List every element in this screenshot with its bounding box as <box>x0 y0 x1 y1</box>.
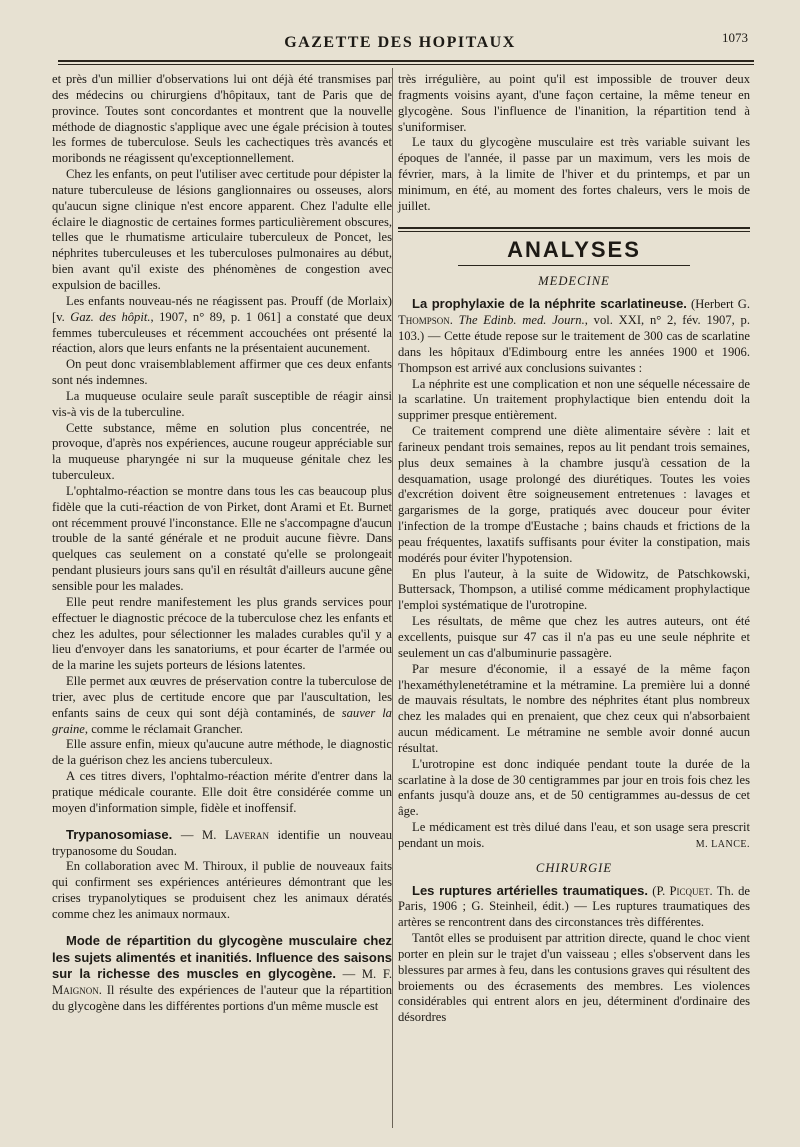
analyses-title: ANALYSES <box>507 236 641 262</box>
paragraph: Elle permet aux œuvres de préservation contre la tuberculose de trier, avec plus de certitude encore que par l'auscultation, les enfants sains de ceux qui sont déjà contaminés, de sauver la graine, comme le réclamait Grancher. <box>52 674 392 736</box>
journal-ref: Gaz. des hôpit. <box>70 309 151 324</box>
author-name: Laveran <box>224 827 269 842</box>
paragraph: On peut donc vraisemblablement affirmer que ces deux enfants sont nés indemnes. <box>52 357 392 388</box>
section-rule-thin <box>458 265 690 266</box>
paragraph: L'ophtalmo-réaction se montre dans tous les cas beaucoup plus fidèle que la cuti-réaction de von Pirket, dont Arami et Et. Burnet ont récemment prouvé l'inconstance. Elle ne s'accompagne d'aucun trouble de la santé générale et ne produit aucune fièvre. Dans quelques cas seulement on a constaté qu'elle se prolongeait pendant plusieurs jours sans qu'il en résultât d'ailleurs aucune gêne sensible pour les malades. <box>52 483 392 593</box>
article-scarlatine: La prophylaxie de la néphrite scarlatineuse. (Herbert G. Thompson. The Edinb. med. Journ., vol. XXI, n° 2, fév. 1907, p. 103.) — Cette étude repose sur le traitement de 300 cas de scarlatine dans les hôpitaux d'Edimbourg entre les années 1900 et 1906. Thompson est arrivé aux conclusions suivantes : <box>398 296 751 375</box>
section-title-chirurgie: CHIRURGIE <box>535 860 613 875</box>
paragraph: très irrégulière, au point qu'il est impossible de trouver deux fragments voisins ayant, d'une façon certaine, la même teneur en glycogène. Sous l'influence de l'inanition, la répartition tend à s'uniformiser. <box>398 72 750 134</box>
paragraph: Ce traitement comprend une diète alimentaire sévère : lait et farineux pendant trois semaines, repos au lit pendant trois semaines, plus deux semaines à la chambre jusqu'à cessation de la desquamation, usage prolongé des diurétiques. Toutes les voies d'excrétion doivent être soigneusement entretenues : lavages et gargarismes de la gorge, pratiqués avec douceur pour éviter l'infection de la trompe d'Eustache ; bains chauds et frictions de la peau fréquentes, laxatifs suffisants pour éviter la constipation, mais modérés pour éviter l'hypotension. <box>398 424 750 565</box>
paragraph: Chez les enfants, on peut l'utiliser avec certitude pour dépister la nature tuberculeuse de lésions ganglionnaires ou osseuses, alors qu'aucun signe clinique n'est encore apparent. Chez l'adulte elle éclaire le diagnostic de certaines formes particulièrement obscures, telles que le rhumatisme articulaire tuberculeux de Poncet, les néphrites tuberculeuses et les tuberculoses pulmonaires au début, bien avant qu'il existe des phénomènes de congestion avec expulsion de bacilles. <box>52 167 392 292</box>
paragraph: Elle assure enfin, mieux qu'aucune autre méthode, le diagnostic de la guérison chez les anciens tuberculeux. <box>52 737 392 768</box>
page-header <box>0 28 800 58</box>
author-name: Picquet <box>669 883 710 898</box>
article-heading: Les ruptures artérielles traumatiques. <box>412 882 649 898</box>
article-trypanosomiase: Trypanosomiase. — M. Laveran identifie un nouveau trypanosome du Soudan. <box>52 826 392 858</box>
paragraph: Le taux du glycogène musculaire est très variable suivant les époques de l'année, il passe par un maximum, vers les mois de février, mars, à la limite de l'hiver et du printemps, et par un minimum, en été, au moment des fortes chaleurs, vers le mois de juillet. <box>398 135 750 213</box>
paragraph: Le médicament est très dilué dans l'eau, et son usage sera prescrit pendant un mois. <box>398 820 750 850</box>
article-glycogene: Mode de répartition du glycogène musculaire chez les sujets alimentés et inanitiés. Influence des saisons sur la richesse des muscles en glycogène. — M. F. Maignon. Il résulte des expériences de l'auteur que la répartition du glycogène dans les différentes portions d'un même muscle est <box>52 932 392 1014</box>
article-heading: La prophylaxie de la néphrite scarlatineuse. <box>412 296 687 312</box>
article-ruptures: Les ruptures artérielles traumatiques. (P. Picquet. Th. de Paris, 1906 ; G. Steinheil, édit.) — Les ruptures traumatiques des artères se rencontrent dans des circonstances très différentes. <box>398 882 750 930</box>
section-title-medecine: MEDECINE <box>538 274 610 289</box>
paragraph: Les enfants nouveau-nés ne réagissent pas. Prouff (de Morlaix) [v. Gaz. des hôpit., 1907, n° 89, p. 1 061] a constaté que deux femmes tuberculeuses et récemment accouchées ont présenté la réaction, alors que leurs enfants ne la présentaient aucunement. <box>52 293 392 356</box>
article-heading: Mode de répartition du glycogène musculaire chez les sujets alimentés et inanitiés. Influence des saisons sur la richesse des muscles en glycogène. <box>52 932 392 982</box>
journal-ref: The Edinb. med. Journ. <box>458 313 585 328</box>
author-name: Maignon <box>52 983 99 998</box>
author-name: Thompson <box>398 313 450 328</box>
paragraph: L'urotropine est donc indiquée pendant toute la durée de la scarlatine à la dose de 30 centigrammes par jour en trois fois chez les enfants jusqu'à douze ans, et de 50 centigrammes au-dessus de cet âge. <box>398 756 750 819</box>
emphasis: sauver la graine <box>52 705 392 736</box>
column-divider <box>392 68 393 1128</box>
paragraph: En plus l'auteur, à la suite de Widowitz, de Patschkowski, Buttersack, Thompson, a utilisé comme médicament prophylactique l'emploi systématique de l'urotropine. <box>398 566 750 613</box>
paragraph: Par mesure d'économie, il a essayé de la même façon l'hexaméthylenetétramine et la métramine. La première lui a donné de mauvais résultats, le nombre des néphrites étant plus nombreux chez les malades qui en prenaient, que chez ceux qui n'absorbaient aucun médicament. Le métramine ne semble avoir donné aucun résultat. <box>398 661 750 755</box>
article-heading: Trypanosomiase. <box>66 826 173 842</box>
left-column <box>52 72 392 1015</box>
paragraph: et près d'un millier d'observations lui ont déjà été transmises par des médecins ou chirurgiens d'hôpitaux, tant de Paris que de province. Toutes sont concordantes et montrent que la nouvelle méthode de diagnostic s'applique avec une égale précision à toutes les formes de tuberculose. Seuls les cachectiques très avancés et moribonds ne réagissent qu'exceptionnellement. <box>52 72 392 166</box>
paragraph: A ces titres divers, l'ophtalmo-réaction mérite d'entrer dans la pratique médicale courante. Elle doit être considérée comme un moyen d'information simple, fidèle et inoffensif. <box>52 769 392 815</box>
paragraph: La muqueuse oculaire seule paraît susceptible de réagir ainsi vis-à vis de la tuberculine. <box>52 388 392 419</box>
signature: M. LANCE. <box>695 838 750 850</box>
paragraph: Les résultats, de même que chez les autres auteurs, ont été excellents, puisque sur 47 cas il n'a pas eu une seule néphrite et seulement un cas d'albuminurie passagère. <box>398 614 750 660</box>
right-column <box>398 72 750 1026</box>
header-rule <box>58 60 754 65</box>
paragraph: La néphrite est une complication et non une séquelle nécessaire de la scarlatine. Un traitement prophylactique bien entendu doit la supprimer presque entièrement. <box>398 376 750 423</box>
page-number: 1073 <box>722 30 748 45</box>
paragraph: Tantôt elles se produisent par attrition directe, quand le choc vient porter en plein sur le trajet d'un vaisseau ; elles s'observent dans les blessures par armes à feu, dans les contusions graves qui résultent des broiements ou des écrasements des membres. Les violences considérables qui entrent alors en jeu, déterminent d'ordinaire des désordres <box>398 931 750 1025</box>
paragraph: En collaboration avec M. Thiroux, il publie de nouveaux faits qui confirment ses expériences antérieures démontrant que les crises trypanolytiques se produisent chez les animaux dératés comme chez les animaux normaux. <box>52 859 392 921</box>
running-title: GAZETTE DES HOPITAUX <box>284 34 516 51</box>
paragraph: Cette substance, même en solution plus concentrée, ne provoque, d'après nos expériences, aucune rougeur appréciable sur la muqueuse pharyngée ni sur la muqueuse génitale chez les tuberculeux. <box>52 420 392 483</box>
section-rule <box>398 227 750 232</box>
paragraph: Elle peut rendre manifestement les plus grands services pour effectuer le diagnostic précoce de la tuberculose chez les enfants et chez les adultes, pour sélectionner les malades curables qu'il y a lieu d'envoyer dans les sanatoriums, et pour écarter de l'armée ou de la marine les sujets porteurs de lésions latentes. <box>52 594 392 673</box>
analyses-banner <box>398 227 750 267</box>
